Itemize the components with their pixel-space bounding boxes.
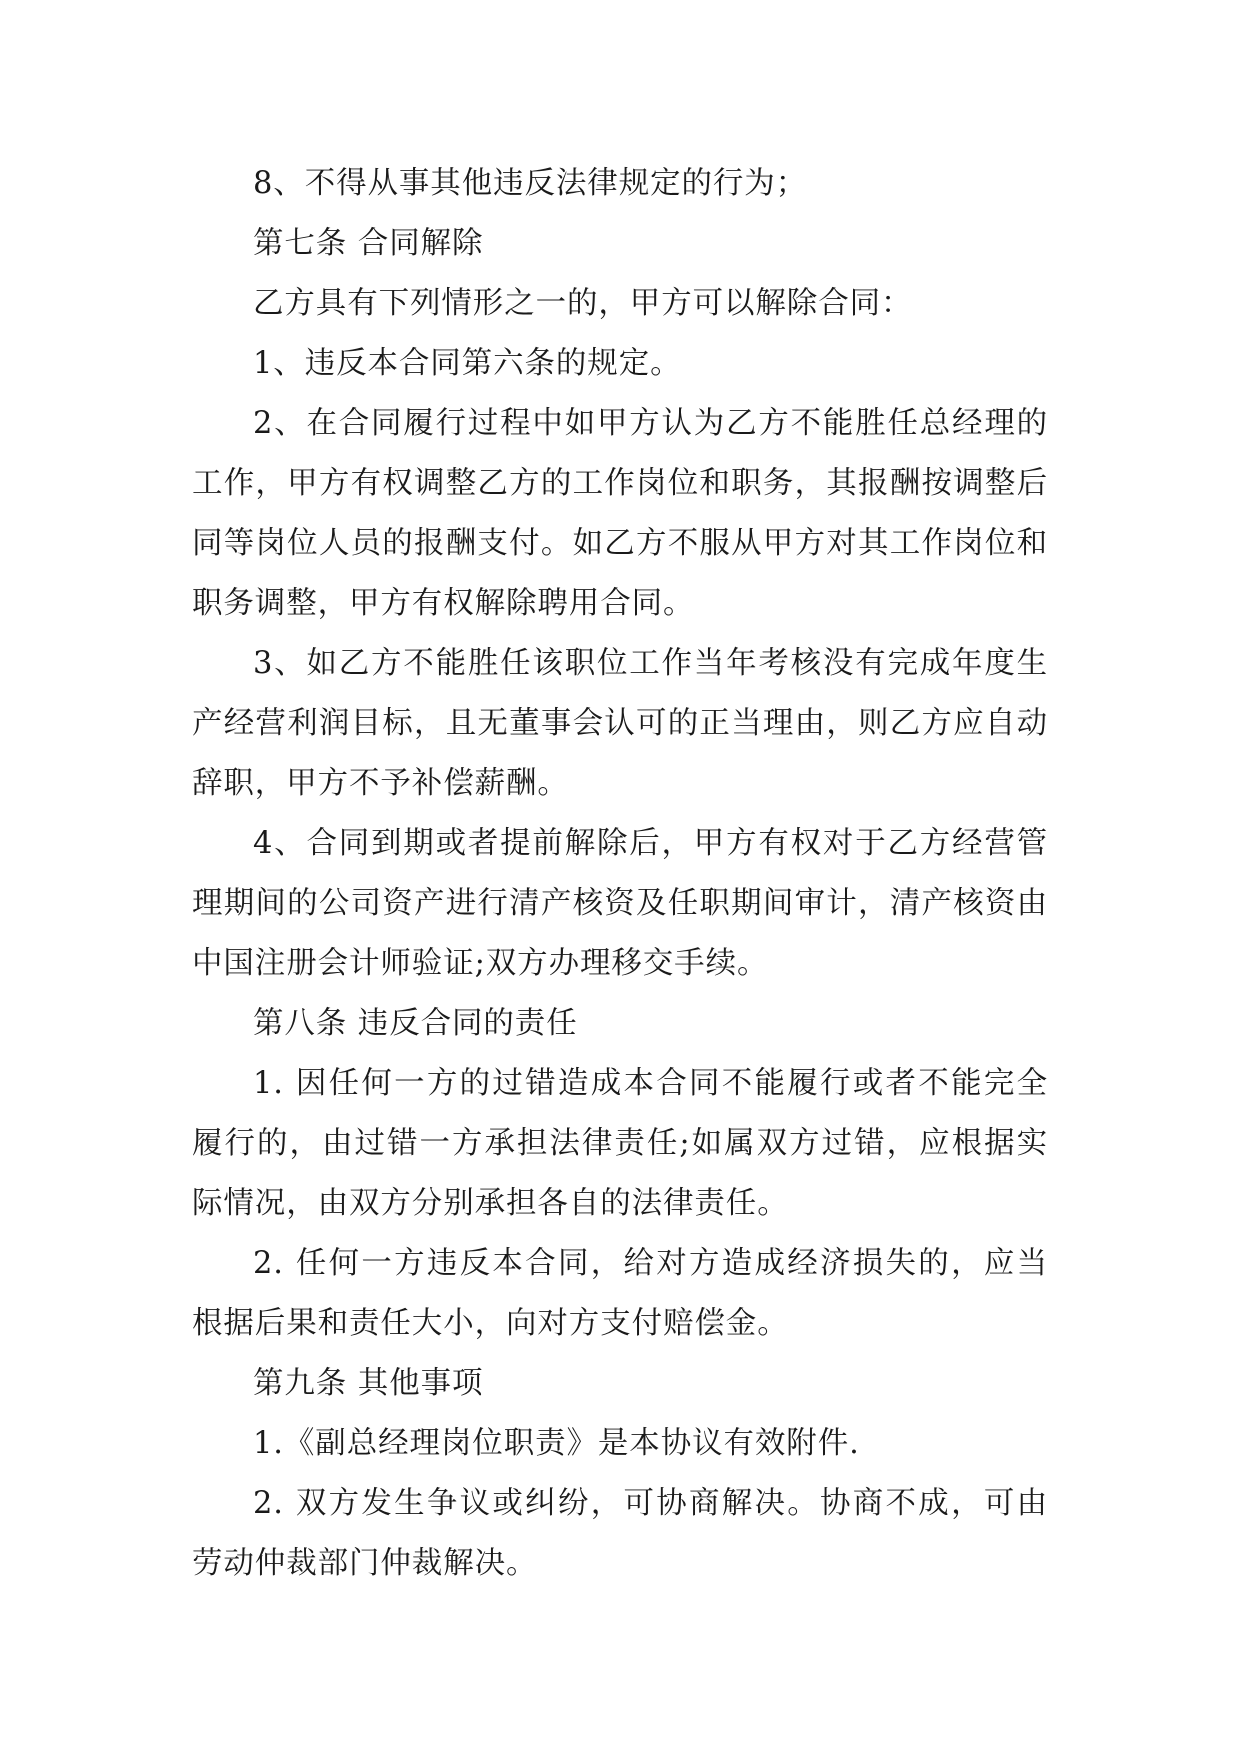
article-7-item-1: 1、违反本合同第六条的规定。	[253, 346, 682, 381]
paragraph-item-8-clause: 8、不得从事其他违反法律规定的行为；	[253, 166, 808, 201]
article-7-heading: 第七条 合同解除	[253, 226, 484, 261]
article-8-item-1: 1. 因任何一方的过错造成本合同不能履行或者不能完全履行的，由过错一方承担法律责任;如属双方过错，应根据实际情况，由双方分别承担各自的法律责任。	[192, 1066, 1048, 1221]
article-9-heading: 第九条 其他事项	[253, 1366, 484, 1401]
article-9-item-1: 1.《副总经理岗位职责》是本协议有效附件.	[253, 1426, 860, 1461]
article-7-item-4: 4、合同到期或者提前解除后，甲方有权对于乙方经营管理期间的公司资产进行清产核资及任职期间审计，清产核资由中国注册会计师验证;双方办理移交手续。	[192, 826, 1048, 981]
document-body	[192, 154, 1048, 1594]
article-7-item-3: 3、如乙方不能胜任该职位工作当年考核没有完成年度生产经营利润目标，且无董事会认可的正当理由，则乙方应自动辞职，甲方不予补偿薪酬。	[192, 646, 1048, 801]
article-7-intro: 乙方具有下列情形之一的，甲方可以解除合同：	[253, 286, 913, 321]
article-8-heading: 第八条 违反合同的责任	[253, 1006, 578, 1041]
article-8-item-2: 2. 任何一方违反本合同，给对方造成经济损失的，应当根据后果和责任大小，向对方支付赔偿金。	[192, 1246, 1048, 1341]
article-9-item-2: 2. 双方发生争议或纠纷，可协商解决。协商不成，可由劳动仲裁部门仲裁解决。	[192, 1486, 1048, 1581]
article-7-item-2: 2、在合同履行过程中如甲方认为乙方不能胜任总经理的工作，甲方有权调整乙方的工作岗位和职务，其报酬按调整后同等岗位人员的报酬支付。如乙方不服从甲方对其工作岗位和职务调整，甲方有权解除聘用合同。	[192, 406, 1048, 621]
